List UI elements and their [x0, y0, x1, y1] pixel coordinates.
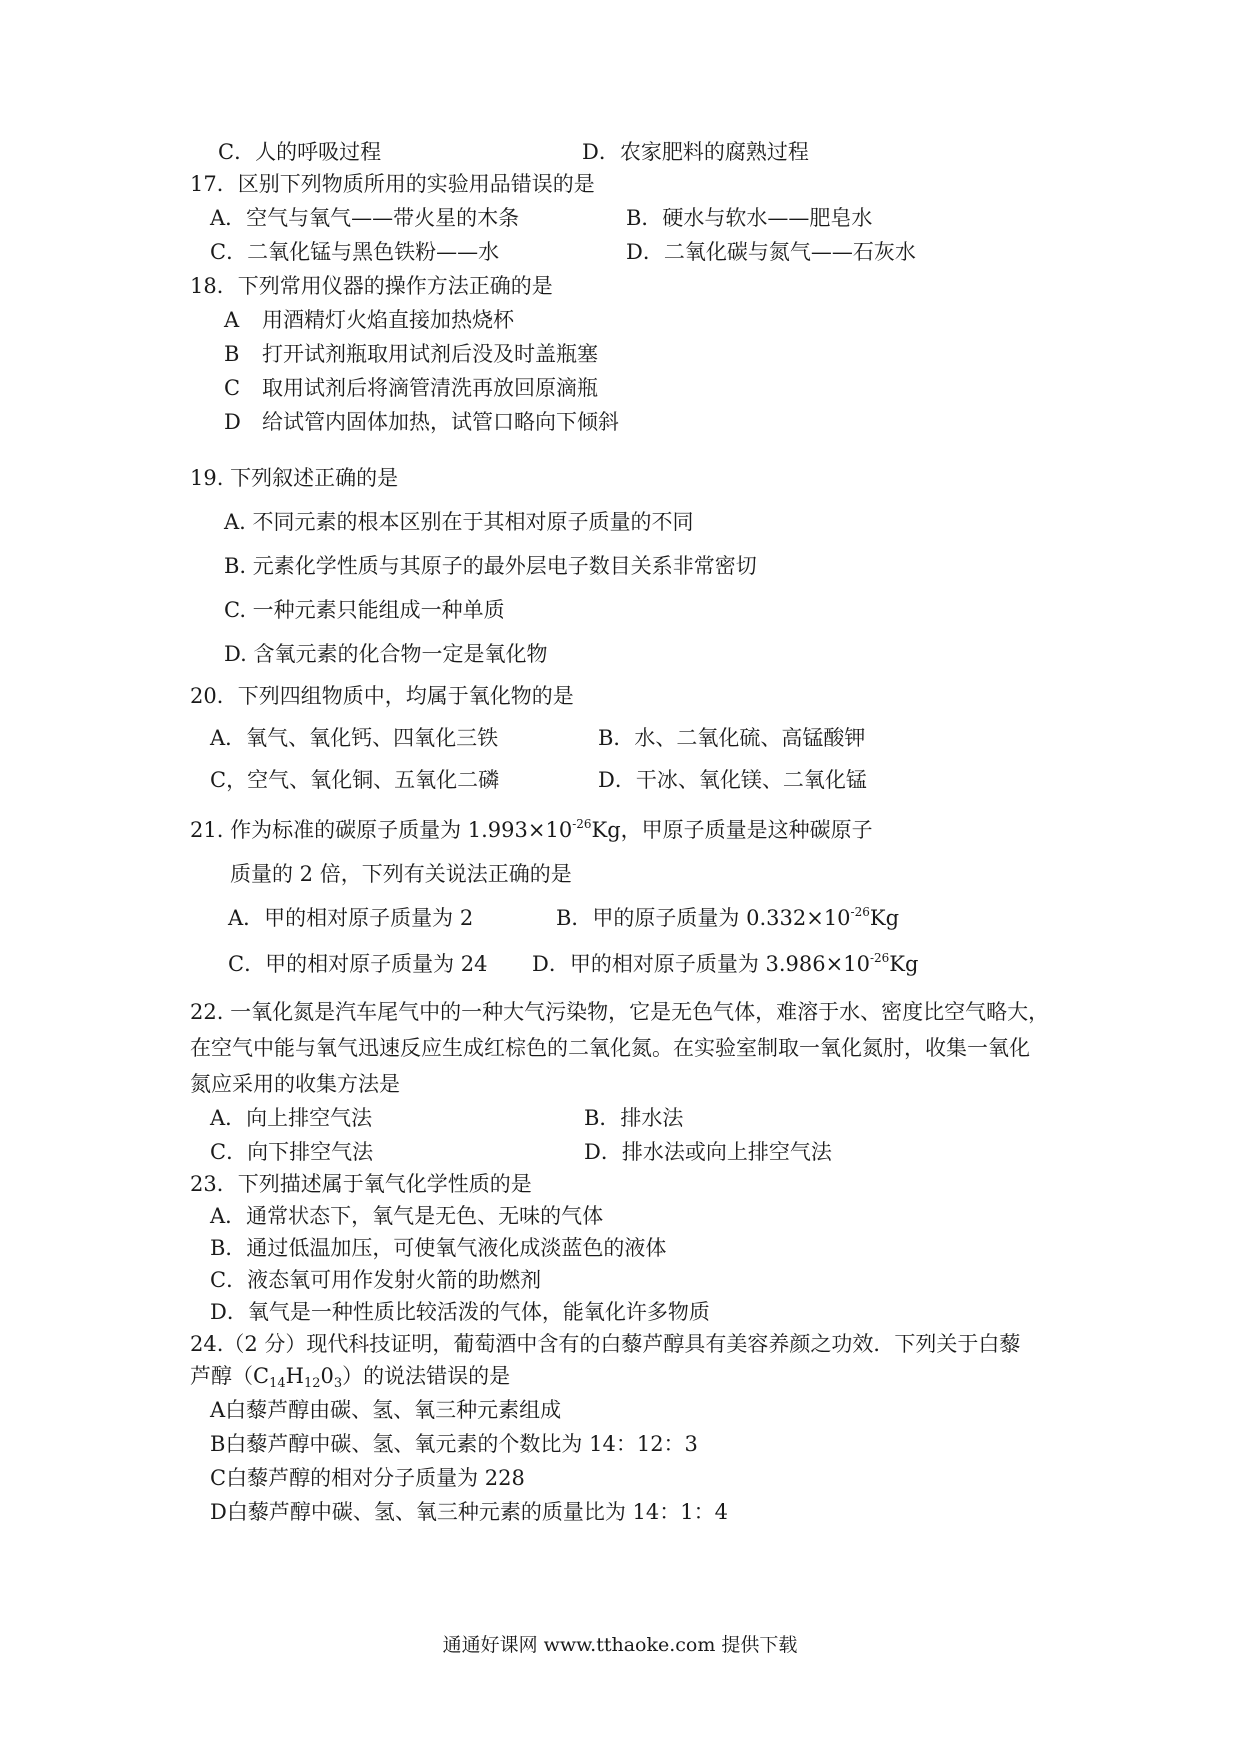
- q23-option-d: D．氧气是一种性质比较活泼的气体，能氧化许多物质: [210, 1300, 710, 1324]
- q22-option-b: B．排水法: [584, 1106, 684, 1130]
- q17-option-a: A．空气与氧气——带火星的木条: [210, 206, 520, 230]
- q21-option-d: D．甲的相对原子质量为 $3.986\times 10^{-26}Kg$: [532, 951, 919, 976]
- q18-option-a-label: A: [224, 308, 240, 332]
- q19-stem: 19. 下列叙述正确的是: [190, 466, 399, 490]
- q17-option-d: D．二氧化碳与氮气——石灰水: [626, 240, 916, 264]
- q17-stem: 17．区别下列物质所用的实验用品错误的是: [190, 172, 595, 196]
- q22-stem-line3: 氮应采用的收集方法是: [190, 1072, 400, 1096]
- q19-option-c: C. 一种元素只能组成一种单质: [224, 598, 505, 622]
- q18-option-d-label: D: [224, 410, 241, 434]
- q24-stem-line1: 24.（2 分）现代科技证明，葡萄酒中含有的白藜芦醇具有美容养颜之功效．下列关于白藜: [190, 1332, 1021, 1356]
- q22-option-d: D．排水法或向上排空气法: [584, 1140, 832, 1164]
- q24-option-b: B白藜芦醇中碳、氢、氧元素的个数比为 14：12：3: [210, 1432, 698, 1456]
- q24-option-a: A白藜芦醇由碳、氢、氧三种元素组成: [210, 1398, 562, 1422]
- q24-option-c: C白藜芦醇的相对分子质量为 228: [210, 1466, 525, 1490]
- q18-option-c-label: C: [224, 376, 241, 400]
- q23-option-a: A．通常状态下，氧气是无色、无味的气体: [210, 1204, 604, 1228]
- q19-option-b: B. 元素化学性质与其原子的最外层电子数目关系非常密切: [224, 554, 757, 578]
- q18-stem: 18．下列常用仪器的操作方法正确的是: [190, 274, 553, 298]
- q19-option-d: D. 含氧元素的化合物一定是氧化物: [224, 642, 548, 666]
- q21-option-c: C．甲的相对原子质量为 24: [228, 952, 488, 976]
- q22-option-a: A．向上排空气法: [210, 1106, 373, 1130]
- q21-stem-line2: 质量的 2 倍，下列有关说法正确的是: [230, 862, 572, 886]
- q16-option-c: C．人的呼吸过程: [218, 140, 382, 164]
- q18-option-d: 给试管内固体加热，试管口略向下倾斜: [262, 410, 619, 434]
- q21-option-b: B．甲的原子质量为 $0.332\times 10^{-26}Kg$: [556, 905, 900, 930]
- q18-option-c: 取用试剂后将滴管清洗再放回原滴瓶: [262, 376, 598, 400]
- q18-option-a: 用酒精灯火焰直接加热烧杯: [262, 308, 514, 332]
- q20-option-d: D．干冰、氧化镁、二氧化锰: [598, 768, 867, 792]
- q18-option-b: 打开试剂瓶取用试剂后没及时盖瓶塞: [262, 342, 598, 366]
- q21-option-a: A．甲的相对原子质量为 2: [228, 906, 474, 930]
- q24-option-d: D白藜芦醇中碳、氢、氧三种元素的质量比为 14：1：4: [210, 1500, 728, 1524]
- q22-option-c: C．向下排空气法: [210, 1140, 374, 1164]
- q17-option-c: C．二氧化锰与黑色铁粉——水: [210, 240, 500, 264]
- q16-option-d: D．农家肥料的腐熟过程: [582, 140, 809, 164]
- q23-option-c: C．液态氧可用作发射火箭的助燃剂: [210, 1268, 542, 1292]
- q20-option-b: B．水、二氧化硫、高锰酸钾: [598, 726, 866, 750]
- q24-stem-line2: 芦醇$(C_{14}H_{12}0_3)$的说法错误的是: [190, 1364, 511, 1391]
- q20-stem: 20．下列四组物质中，均属于氧化物的是: [190, 684, 574, 708]
- q21-stem-line1: 21. 作为标准的碳原子质量为 $1.993\times 10^{-26}Kg$，甲原子质量是这种碳原子: [190, 817, 873, 842]
- q23-stem: 23．下列描述属于氧气化学性质的是: [190, 1172, 532, 1196]
- page-footer: 通通好课网 www.tthaoke.com 提供下载: [442, 1634, 798, 1656]
- q20-option-c: C，空气、氧化铜、五氧化二磷: [210, 768, 500, 792]
- q23-option-b: B．通过低温加压，可使氧气液化成淡蓝色的液体: [210, 1236, 667, 1260]
- q22-stem-line2: 在空气中能与氧气迅速反应生成红棕色的二氧化氮。在实验室制取一氧化氮肘，收集一氧化: [190, 1036, 1030, 1060]
- q20-option-a: A．氧气、氧化钙、四氧化三铁: [210, 726, 499, 750]
- q19-option-a: A. 不同元素的根本区别在于其相对原子质量的不同: [224, 510, 694, 534]
- q22-stem-line1: 22. 一氧化氮是汽车尾气中的一种大气污染物，它是无色气体，难溶于水、密度比空气略大，: [190, 1000, 1050, 1024]
- q18-option-b-label: B: [224, 342, 240, 366]
- q17-option-b: B．硬水与软水——肥皂水: [626, 206, 873, 230]
